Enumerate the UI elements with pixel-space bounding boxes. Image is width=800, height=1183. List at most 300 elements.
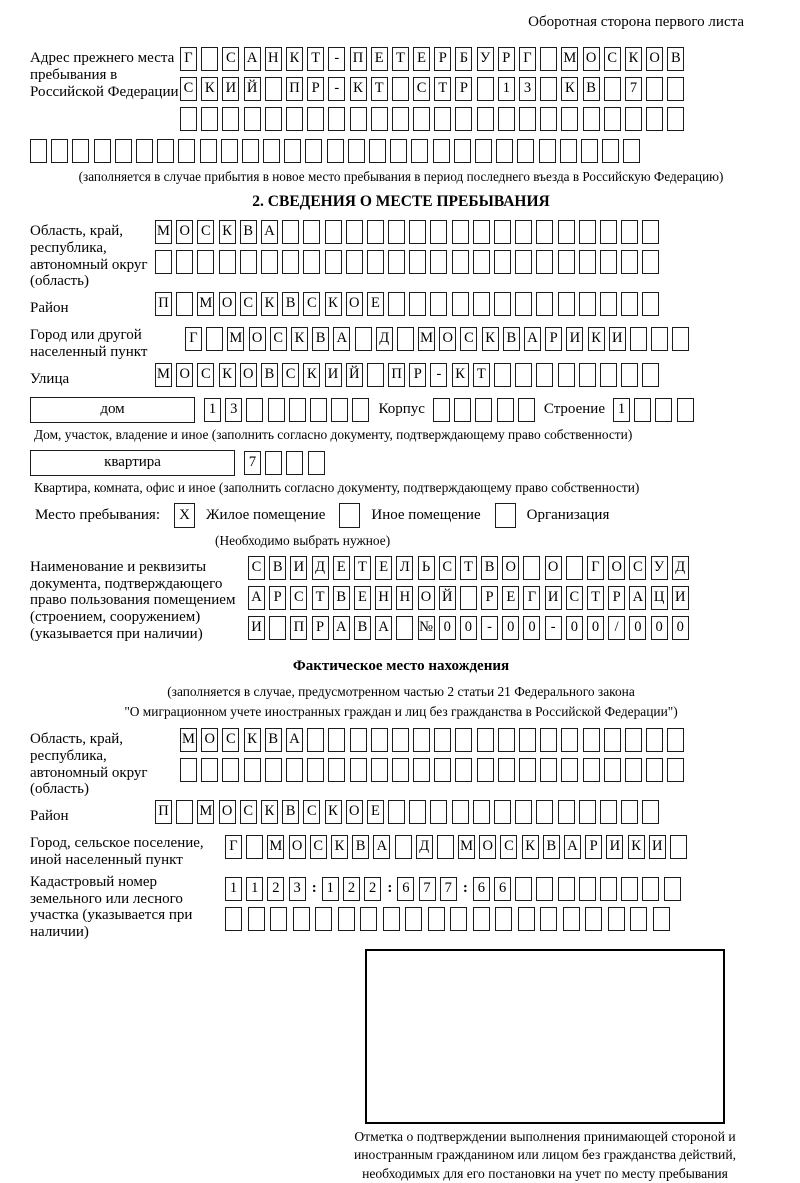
char-box[interactable]: С xyxy=(604,47,621,71)
char-box[interactable] xyxy=(540,77,557,101)
char-box[interactable] xyxy=(437,835,454,859)
char-box[interactable] xyxy=(558,800,575,824)
char-box[interactable] xyxy=(515,800,532,824)
char-box[interactable]: И xyxy=(649,835,666,859)
char-box[interactable] xyxy=(346,250,363,274)
char-box[interactable] xyxy=(409,250,426,274)
char-box[interactable] xyxy=(244,107,261,131)
char-box[interactable]: Й xyxy=(439,586,456,610)
char-box[interactable]: К xyxy=(286,47,303,71)
char-box[interactable] xyxy=(558,363,575,387)
char-box[interactable]: 7 xyxy=(625,77,642,101)
char-box[interactable] xyxy=(621,292,638,316)
char-box[interactable] xyxy=(176,292,193,316)
char-box[interactable]: 3 xyxy=(519,77,536,101)
char-box[interactable] xyxy=(270,907,287,931)
char-box[interactable] xyxy=(630,327,647,351)
char-box[interactable]: В xyxy=(282,292,299,316)
char-box[interactable] xyxy=(201,107,218,131)
char-box[interactable] xyxy=(409,220,426,244)
char-box[interactable]: М xyxy=(561,47,578,71)
char-box[interactable] xyxy=(222,107,239,131)
char-box[interactable] xyxy=(477,77,494,101)
char-box[interactable] xyxy=(222,758,239,782)
char-box[interactable] xyxy=(519,107,536,131)
char-box[interactable]: С xyxy=(310,835,327,859)
char-box[interactable]: А xyxy=(333,616,350,640)
checkbox[interactable] xyxy=(495,503,516,528)
char-box[interactable]: - xyxy=(328,47,345,71)
char-box[interactable]: К xyxy=(261,292,278,316)
char-box[interactable] xyxy=(625,728,642,752)
char-box[interactable] xyxy=(51,139,68,163)
char-box[interactable] xyxy=(248,907,265,931)
char-box[interactable]: К xyxy=(325,800,342,824)
char-box[interactable]: Т xyxy=(460,556,477,580)
char-box[interactable] xyxy=(646,728,663,752)
char-box[interactable] xyxy=(242,139,259,163)
char-box[interactable] xyxy=(536,800,553,824)
char-box[interactable]: 1 xyxy=(498,77,515,101)
char-box[interactable] xyxy=(265,758,282,782)
char-box[interactable]: О xyxy=(219,292,236,316)
char-box[interactable]: К xyxy=(325,292,342,316)
char-box[interactable]: Н xyxy=(265,47,282,71)
char-box[interactable]: 6 xyxy=(494,877,511,901)
char-box[interactable] xyxy=(136,139,153,163)
char-box[interactable]: Р xyxy=(269,586,286,610)
char-box[interactable]: С xyxy=(303,800,320,824)
char-box[interactable] xyxy=(388,250,405,274)
char-box[interactable]: Р xyxy=(434,47,451,71)
char-box[interactable]: П xyxy=(286,77,303,101)
char-box[interactable]: В xyxy=(269,556,286,580)
char-box[interactable] xyxy=(566,556,583,580)
char-box[interactable] xyxy=(308,451,325,475)
char-box[interactable] xyxy=(327,139,344,163)
char-box[interactable] xyxy=(219,250,236,274)
char-box[interactable]: О xyxy=(608,556,625,580)
char-box[interactable] xyxy=(519,728,536,752)
char-box[interactable]: О xyxy=(249,327,266,351)
char-box[interactable] xyxy=(413,758,430,782)
char-box[interactable]: 7 xyxy=(440,877,457,901)
char-box[interactable] xyxy=(289,398,306,422)
char-box[interactable] xyxy=(497,398,514,422)
char-box[interactable] xyxy=(621,800,638,824)
char-box[interactable] xyxy=(282,250,299,274)
char-box[interactable]: Г xyxy=(180,47,197,71)
char-box[interactable]: Р xyxy=(481,586,498,610)
char-box[interactable] xyxy=(677,398,694,422)
char-box[interactable]: 1 xyxy=(613,398,630,422)
char-box[interactable]: 6 xyxy=(397,877,414,901)
char-box[interactable]: О xyxy=(418,586,435,610)
char-box[interactable] xyxy=(608,907,625,931)
char-box[interactable] xyxy=(494,250,511,274)
char-box[interactable] xyxy=(475,139,492,163)
char-box[interactable]: К xyxy=(561,77,578,101)
char-box[interactable] xyxy=(579,292,596,316)
char-box[interactable] xyxy=(282,220,299,244)
char-box[interactable]: И xyxy=(222,77,239,101)
char-box[interactable] xyxy=(583,107,600,131)
char-box[interactable]: 2 xyxy=(343,877,360,901)
char-box[interactable]: 1 xyxy=(246,877,263,901)
char-box[interactable]: С xyxy=(197,220,214,244)
char-box[interactable]: К xyxy=(625,47,642,71)
char-box[interactable] xyxy=(315,907,332,931)
char-box[interactable]: В xyxy=(312,327,329,351)
char-box[interactable] xyxy=(367,220,384,244)
char-box[interactable]: В xyxy=(261,363,278,387)
char-box[interactable]: О xyxy=(346,292,363,316)
char-box[interactable]: / xyxy=(608,616,625,640)
char-box[interactable]: В xyxy=(543,835,560,859)
char-box[interactable]: П xyxy=(350,47,367,71)
char-box[interactable]: С xyxy=(629,556,646,580)
char-box[interactable] xyxy=(396,616,413,640)
char-box[interactable] xyxy=(367,363,384,387)
char-box[interactable]: 0 xyxy=(629,616,646,640)
char-box[interactable] xyxy=(561,728,578,752)
char-box[interactable] xyxy=(411,139,428,163)
char-box[interactable] xyxy=(539,139,556,163)
char-box[interactable]: О xyxy=(176,363,193,387)
char-box[interactable]: В xyxy=(352,835,369,859)
char-box[interactable] xyxy=(653,907,670,931)
char-box[interactable] xyxy=(383,907,400,931)
char-box[interactable] xyxy=(367,250,384,274)
char-box[interactable] xyxy=(563,907,580,931)
char-box[interactable] xyxy=(667,107,684,131)
char-box[interactable]: 1 xyxy=(322,877,339,901)
char-box[interactable] xyxy=(655,398,672,422)
char-box[interactable]: А xyxy=(244,47,261,71)
char-box[interactable] xyxy=(558,220,575,244)
char-box[interactable] xyxy=(495,907,512,931)
char-box[interactable] xyxy=(523,556,540,580)
char-box[interactable] xyxy=(201,758,218,782)
char-box[interactable] xyxy=(630,907,647,931)
char-box[interactable] xyxy=(498,728,515,752)
char-box[interactable] xyxy=(397,327,414,351)
char-box[interactable]: М xyxy=(180,728,197,752)
char-box[interactable] xyxy=(200,139,217,163)
char-box[interactable] xyxy=(600,363,617,387)
char-box[interactable]: А xyxy=(248,586,265,610)
char-box[interactable]: С xyxy=(180,77,197,101)
char-box[interactable] xyxy=(433,398,450,422)
char-box[interactable] xyxy=(477,758,494,782)
char-box[interactable] xyxy=(392,728,409,752)
char-box[interactable]: Г xyxy=(185,327,202,351)
char-box[interactable]: С xyxy=(413,77,430,101)
char-box[interactable] xyxy=(452,250,469,274)
char-box[interactable] xyxy=(672,327,689,351)
char-box[interactable] xyxy=(579,220,596,244)
char-box[interactable]: О xyxy=(646,47,663,71)
char-box[interactable] xyxy=(604,728,621,752)
char-box[interactable]: 6 xyxy=(473,877,490,901)
char-box[interactable]: Н xyxy=(375,586,392,610)
char-box[interactable] xyxy=(540,107,557,131)
char-box[interactable] xyxy=(346,220,363,244)
char-box[interactable] xyxy=(536,877,553,901)
char-box[interactable]: О xyxy=(545,556,562,580)
char-box[interactable] xyxy=(604,77,621,101)
char-box[interactable]: Т xyxy=(312,586,329,610)
char-box[interactable] xyxy=(581,139,598,163)
char-box[interactable] xyxy=(515,363,532,387)
char-box[interactable] xyxy=(409,800,426,824)
char-box[interactable] xyxy=(642,220,659,244)
char-box[interactable] xyxy=(371,107,388,131)
char-box[interactable] xyxy=(307,728,324,752)
char-box[interactable] xyxy=(293,907,310,931)
char-box[interactable] xyxy=(585,907,602,931)
char-box[interactable] xyxy=(634,398,651,422)
char-box[interactable] xyxy=(392,77,409,101)
char-box[interactable]: С xyxy=(240,800,257,824)
char-box[interactable] xyxy=(355,327,372,351)
char-box[interactable]: Р xyxy=(498,47,515,71)
char-box[interactable] xyxy=(642,800,659,824)
char-box[interactable] xyxy=(433,139,450,163)
char-box[interactable]: У xyxy=(651,556,668,580)
char-box[interactable]: С xyxy=(282,363,299,387)
char-box[interactable]: К xyxy=(261,800,278,824)
char-box[interactable]: П xyxy=(155,292,172,316)
char-box[interactable] xyxy=(225,907,242,931)
char-box[interactable]: И xyxy=(566,327,583,351)
char-box[interactable]: А xyxy=(261,220,278,244)
char-box[interactable] xyxy=(455,107,472,131)
char-box[interactable]: С xyxy=(240,292,257,316)
char-box[interactable] xyxy=(477,728,494,752)
char-box[interactable]: - xyxy=(545,616,562,640)
char-box[interactable] xyxy=(240,250,257,274)
char-box[interactable] xyxy=(325,250,342,274)
char-box[interactable]: В xyxy=(265,728,282,752)
char-box[interactable]: К xyxy=(303,363,320,387)
char-box[interactable]: Д xyxy=(312,556,329,580)
char-box[interactable]: М xyxy=(155,220,172,244)
char-box[interactable]: С xyxy=(500,835,517,859)
char-box[interactable] xyxy=(157,139,174,163)
char-box[interactable]: Т xyxy=(307,47,324,71)
char-box[interactable] xyxy=(667,77,684,101)
char-box[interactable]: П xyxy=(388,363,405,387)
char-box[interactable] xyxy=(621,363,638,387)
char-box[interactable] xyxy=(265,77,282,101)
char-box[interactable]: 0 xyxy=(460,616,477,640)
char-box[interactable]: О xyxy=(219,800,236,824)
char-box[interactable] xyxy=(540,758,557,782)
char-box[interactable] xyxy=(371,728,388,752)
char-box[interactable] xyxy=(475,398,492,422)
char-box[interactable] xyxy=(604,107,621,131)
char-box[interactable] xyxy=(602,139,619,163)
char-box[interactable] xyxy=(307,107,324,131)
char-box[interactable] xyxy=(540,728,557,752)
char-box[interactable] xyxy=(623,139,640,163)
char-box[interactable]: Е xyxy=(367,800,384,824)
char-box[interactable] xyxy=(246,835,263,859)
char-box[interactable]: Р xyxy=(312,616,329,640)
char-box[interactable] xyxy=(286,758,303,782)
char-box[interactable]: Е xyxy=(371,47,388,71)
char-box[interactable]: Е xyxy=(367,292,384,316)
char-box[interactable]: М xyxy=(155,363,172,387)
char-box[interactable] xyxy=(494,220,511,244)
char-box[interactable] xyxy=(369,139,386,163)
char-box[interactable]: И xyxy=(290,556,307,580)
char-box[interactable] xyxy=(625,107,642,131)
char-box[interactable]: В xyxy=(282,800,299,824)
char-box[interactable]: Т xyxy=(354,556,371,580)
char-box[interactable] xyxy=(517,139,534,163)
char-box[interactable]: С xyxy=(222,47,239,71)
char-box[interactable]: В xyxy=(333,586,350,610)
char-box[interactable]: Ц xyxy=(651,586,668,610)
char-box[interactable]: М xyxy=(267,835,284,859)
char-box[interactable]: Р xyxy=(409,363,426,387)
char-box[interactable] xyxy=(388,800,405,824)
char-box[interactable]: К xyxy=(291,327,308,351)
char-box[interactable] xyxy=(350,728,367,752)
char-box[interactable] xyxy=(600,292,617,316)
char-box[interactable] xyxy=(452,220,469,244)
char-box[interactable] xyxy=(268,398,285,422)
char-box[interactable]: 0 xyxy=(523,616,540,640)
char-box[interactable] xyxy=(328,107,345,131)
char-box[interactable] xyxy=(536,220,553,244)
char-box[interactable] xyxy=(115,139,132,163)
char-box[interactable]: № xyxy=(418,616,435,640)
char-box[interactable] xyxy=(428,907,445,931)
char-box[interactable] xyxy=(515,220,532,244)
char-box[interactable] xyxy=(473,220,490,244)
char-box[interactable] xyxy=(286,107,303,131)
char-box[interactable]: С xyxy=(460,327,477,351)
char-box[interactable] xyxy=(558,292,575,316)
char-box[interactable]: Р xyxy=(608,586,625,610)
char-box[interactable] xyxy=(642,877,659,901)
char-box[interactable]: 7 xyxy=(419,877,436,901)
char-box[interactable]: Е xyxy=(502,586,519,610)
char-box[interactable]: О xyxy=(289,835,306,859)
char-box[interactable]: К xyxy=(201,77,218,101)
char-box[interactable] xyxy=(328,758,345,782)
char-box[interactable]: К xyxy=(482,327,499,351)
char-box[interactable] xyxy=(651,327,668,351)
char-box[interactable] xyxy=(519,758,536,782)
char-box[interactable] xyxy=(646,107,663,131)
char-box[interactable] xyxy=(413,728,430,752)
char-box[interactable]: К xyxy=(522,835,539,859)
char-box[interactable] xyxy=(536,250,553,274)
char-box[interactable] xyxy=(284,139,301,163)
char-box[interactable]: О xyxy=(439,327,456,351)
char-box[interactable]: И xyxy=(609,327,626,351)
char-box[interactable]: Е xyxy=(413,47,430,71)
char-box[interactable]: С xyxy=(270,327,287,351)
char-box[interactable] xyxy=(667,758,684,782)
char-box[interactable] xyxy=(452,800,469,824)
char-box[interactable] xyxy=(180,758,197,782)
char-box[interactable]: С xyxy=(290,586,307,610)
char-box[interactable]: А xyxy=(373,835,390,859)
char-box[interactable]: С xyxy=(566,586,583,610)
char-box[interactable] xyxy=(244,758,261,782)
char-box[interactable] xyxy=(395,835,412,859)
char-box[interactable]: С xyxy=(197,363,214,387)
char-box[interactable]: М xyxy=(197,800,214,824)
char-box[interactable]: К xyxy=(244,728,261,752)
char-box[interactable] xyxy=(72,139,89,163)
char-box[interactable] xyxy=(670,835,687,859)
char-box[interactable] xyxy=(561,758,578,782)
char-box[interactable] xyxy=(498,107,515,131)
char-box[interactable] xyxy=(303,220,320,244)
char-box[interactable]: 2 xyxy=(267,877,284,901)
char-box[interactable] xyxy=(261,250,278,274)
char-box[interactable]: Й xyxy=(244,77,261,101)
char-box[interactable]: О xyxy=(502,556,519,580)
char-box[interactable]: С xyxy=(222,728,239,752)
char-box[interactable] xyxy=(518,907,535,931)
char-box[interactable] xyxy=(455,728,472,752)
char-box[interactable] xyxy=(263,139,280,163)
char-box[interactable] xyxy=(642,292,659,316)
char-box[interactable]: С xyxy=(248,556,265,580)
char-box[interactable] xyxy=(310,398,327,422)
char-box[interactable] xyxy=(221,139,238,163)
char-box[interactable] xyxy=(303,250,320,274)
char-box[interactable]: У xyxy=(477,47,494,71)
char-box[interactable]: С xyxy=(439,556,456,580)
char-box[interactable]: Й xyxy=(346,363,363,387)
char-box[interactable] xyxy=(536,363,553,387)
char-box[interactable]: Б xyxy=(455,47,472,71)
char-box[interactable]: В xyxy=(667,47,684,71)
char-box[interactable]: - xyxy=(430,363,447,387)
char-box[interactable] xyxy=(454,139,471,163)
char-box[interactable] xyxy=(621,250,638,274)
char-box[interactable] xyxy=(667,728,684,752)
char-box[interactable]: В xyxy=(583,77,600,101)
char-box[interactable]: В xyxy=(354,616,371,640)
char-box[interactable] xyxy=(155,250,172,274)
char-box[interactable] xyxy=(473,907,490,931)
checkbox[interactable]: X xyxy=(174,503,195,528)
char-box[interactable] xyxy=(30,139,47,163)
char-box[interactable]: А xyxy=(564,835,581,859)
char-box[interactable] xyxy=(434,758,451,782)
char-box[interactable]: Д xyxy=(672,556,689,580)
char-box[interactable]: 1 xyxy=(225,877,242,901)
char-box[interactable]: Т xyxy=(473,363,490,387)
char-box[interactable] xyxy=(350,107,367,131)
char-box[interactable] xyxy=(536,292,553,316)
char-box[interactable] xyxy=(496,139,513,163)
char-box[interactable] xyxy=(498,758,515,782)
char-box[interactable]: И xyxy=(606,835,623,859)
char-box[interactable]: К xyxy=(350,77,367,101)
char-box[interactable] xyxy=(646,758,663,782)
char-box[interactable]: К xyxy=(331,835,348,859)
